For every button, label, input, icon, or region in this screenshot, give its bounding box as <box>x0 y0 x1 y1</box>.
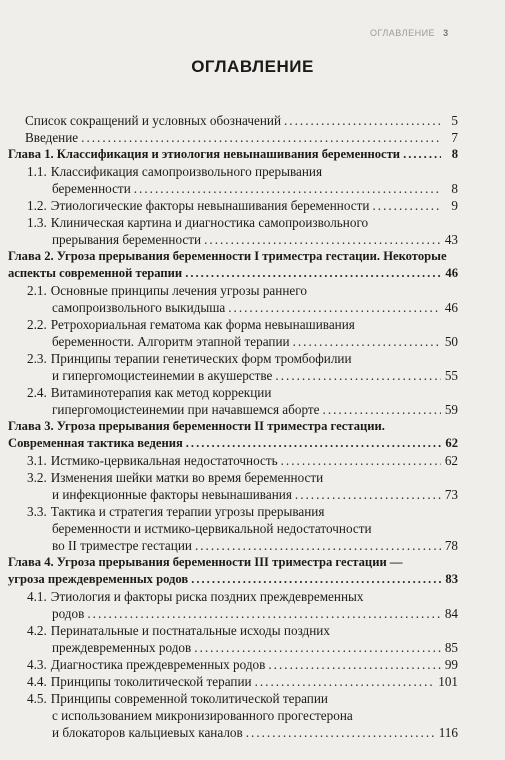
toc-entry: 1.2. Этиологические факторы невынашивания беременности ..... 9 <box>27 197 458 214</box>
toc-entry-cont: беременности. Алгоритм этапной терапии ..... 50 <box>52 333 458 350</box>
toc-chapter: Глава 1. Классификация и этиология невынашивания беременности ..... 8 <box>8 146 458 163</box>
toc-entry-cont: самопроизвольного выкидыша ..... 46 <box>52 299 458 316</box>
toc-chapter: Глава 4. Угроза прерывания беременности III триместра гестации — <box>8 555 403 569</box>
toc-entry: 4.3. Диагностика преждевременных родов ..... 99 <box>27 656 458 673</box>
toc-page-number: 9 <box>451 198 458 213</box>
running-title: ОГЛАВЛЕНИЕ <box>370 28 436 38</box>
toc-page-number: 46 <box>445 266 458 280</box>
toc-entry: 2.2. Ретрохориальная гематома как форма невынашивания <box>27 317 355 332</box>
toc-entry-cont: гипергомоцистеинемии при начавшемся аборте ..... 59 <box>52 401 458 418</box>
toc-chapter-cont: аспекты современной терапии ..... 46 <box>8 265 458 282</box>
page-title: ОГЛАВЛЕНИЕ <box>191 57 314 76</box>
toc-chapter-cont: угроза преждевременных родов ..... 83 <box>8 571 458 588</box>
toc-entry: 4.5. Принципы современной токолитической терапии <box>27 691 328 706</box>
toc-entry: 2.4. Витаминотерапия как метод коррекции <box>27 385 272 400</box>
toc-page-number: 59 <box>444 402 458 417</box>
toc-entry-cont: беременности ..... 8 <box>52 180 458 197</box>
toc-page-number: 55 <box>444 368 458 383</box>
toc-page-number: 84 <box>444 606 458 621</box>
toc-page-number: 83 <box>445 572 458 586</box>
toc-entry: 4.1. Этиология и факторы риска поздних преждевременных <box>27 589 364 604</box>
toc-page-number: 5 <box>451 113 458 128</box>
toc-entry-cont: и гипергомоцистеинемии в акушерстве ..... 55 <box>52 367 458 384</box>
toc-page-number: 46 <box>444 300 458 315</box>
toc-page-number: 101 <box>438 674 458 689</box>
toc-page-number: 62 <box>445 436 458 450</box>
toc-entry-cont: преждевременных родов ..... 85 <box>52 639 458 656</box>
toc-entry: 4.4. Принципы токолитической терапии ..... 101 <box>27 673 458 690</box>
toc-page-number: 43 <box>444 232 458 247</box>
toc-entry-cont: во II триместре гестации ..... 78 <box>52 537 458 554</box>
toc-entry: 3.2. Изменения шейки матки во время беременности <box>27 470 324 485</box>
toc-entry: 3.3. Тактика и стратегия терапии угрозы прерывания <box>27 504 325 519</box>
toc-page-number: 8 <box>451 181 458 196</box>
toc-page-number: 85 <box>444 640 458 655</box>
toc-chapter: Глава 3. Угроза прерывания беременности II триместра гестации. <box>8 419 385 433</box>
toc-page-number: 116 <box>438 725 458 740</box>
toc-entry: 4.2. Перинатальные и постнатальные исходы поздних <box>27 623 330 638</box>
toc-entry-cont: прерывания беременности ..... 43 <box>52 231 458 248</box>
header-page-number: 3 <box>443 28 449 38</box>
toc-entry: 2.1. Основные принципы лечения угрозы раннего <box>27 283 307 298</box>
toc-entry-cont: родов ..... 84 <box>52 605 458 622</box>
toc-page-number: 73 <box>444 487 458 502</box>
toc-page-number: 99 <box>444 657 458 672</box>
toc-entry: 1.3. Клиническая картина и диагностика самопроизвольного <box>27 215 369 230</box>
toc-entry: 3.1. Истмико-цервикальная недостаточность ..... 62 <box>27 452 458 469</box>
toc-entry-cont: с использованием микронизированного прогестерона <box>52 708 353 723</box>
toc-entry-cont: и инфекционные факторы невынашивания ..... 73 <box>52 486 458 503</box>
toc-entry: 2.3. Принципы терапии генетических форм тромбофилии <box>27 351 352 366</box>
toc-chapter: Глава 2. Угроза прерывания беременности I триместра гестации. Некоторые <box>8 249 447 263</box>
toc-chapter-cont: Современная тактика ведения ..... 62 <box>8 435 458 452</box>
toc-page-number: 50 <box>444 334 458 349</box>
toc-page-number: 62 <box>444 453 458 468</box>
toc-entry: 1.1. Классификация самопроизвольного прерывания <box>27 164 323 179</box>
toc-entry: Введение ..... 7 <box>25 129 458 146</box>
toc-page-number: 7 <box>451 130 458 145</box>
toc-page-number: 8 <box>451 147 458 161</box>
toc-entry-cont: и блокаторов кальциевых каналов ..... 116 <box>52 724 458 741</box>
toc-entry: Список сокращений и условных обозначений ..... 5 <box>25 112 458 129</box>
toc-page-number: 78 <box>444 538 458 553</box>
toc-entry-cont: беременности и истмико-цервикальной недостаточности <box>52 521 372 536</box>
